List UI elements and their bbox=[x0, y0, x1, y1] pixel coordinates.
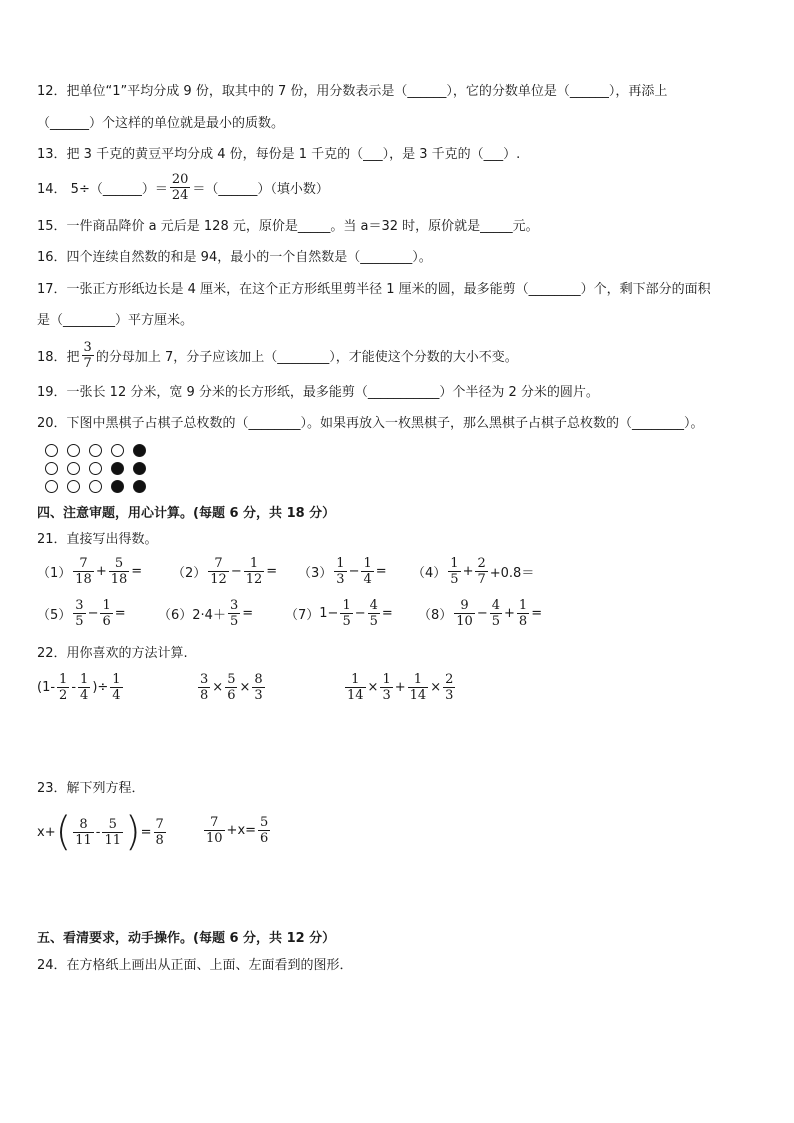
fraction bbox=[517, 598, 529, 629]
fraction bbox=[252, 672, 264, 703]
black-piece bbox=[111, 480, 124, 493]
denominator: 5 bbox=[75, 614, 84, 629]
numerator: 1 bbox=[102, 598, 111, 613]
q18-pre: 18．把 bbox=[37, 350, 80, 365]
numerator: 9 bbox=[460, 598, 469, 613]
eq2-plus-x: +x= bbox=[226, 823, 257, 838]
item-label: （3） bbox=[298, 566, 333, 581]
q23-equation-2 bbox=[202, 815, 272, 846]
numerator: 1 bbox=[336, 556, 345, 571]
denominator: 3 bbox=[254, 688, 263, 703]
denominator: 7 bbox=[477, 572, 486, 587]
fraction bbox=[228, 598, 240, 629]
black-piece bbox=[133, 480, 146, 493]
numerator: 1 bbox=[59, 672, 68, 687]
q18 bbox=[37, 340, 518, 371]
q14-num: 20 bbox=[171, 172, 189, 187]
q21-title: 21．直接写出得数。 bbox=[37, 532, 158, 547]
denominator: 4 bbox=[112, 688, 121, 703]
eq1-equals: = bbox=[140, 824, 152, 840]
denominator: 14 bbox=[347, 688, 364, 703]
numerator: 8 bbox=[254, 672, 263, 687]
fraction bbox=[448, 556, 460, 587]
eq2-frac2 bbox=[258, 815, 270, 846]
white-piece bbox=[89, 444, 102, 457]
left-paren: ( bbox=[55, 809, 72, 855]
numerator: 1 bbox=[518, 598, 528, 613]
operator-text: = bbox=[114, 606, 126, 621]
numerator: 1 bbox=[351, 672, 360, 687]
operator-text: + bbox=[394, 680, 406, 695]
q21-item-7 bbox=[285, 598, 393, 629]
numerator: 3 bbox=[75, 598, 84, 613]
white-piece bbox=[89, 462, 102, 475]
q17-line2: 是（________）平方厘米。 bbox=[37, 313, 194, 328]
fraction bbox=[443, 672, 455, 703]
numerator: 5 bbox=[227, 672, 236, 687]
denominator: 5 bbox=[369, 614, 378, 629]
fraction bbox=[340, 598, 352, 629]
numerator: 1 bbox=[112, 672, 121, 687]
operator-text: = bbox=[531, 606, 543, 621]
q18-num: 3 bbox=[83, 340, 92, 355]
black-piece bbox=[133, 462, 146, 475]
denominator: 3 bbox=[336, 572, 345, 587]
num: 5 bbox=[260, 815, 269, 830]
fraction bbox=[78, 672, 90, 703]
q12-line1: 12．把单位“1”平均分成 9 份，取其中的 7 份，用分数表示是（______），它的分数单位是（______），再添上 bbox=[37, 84, 668, 99]
denominator: 2 bbox=[59, 688, 68, 703]
numerator: 2 bbox=[477, 556, 486, 571]
operator-text: × bbox=[367, 680, 379, 695]
q18-post: 的分母加上 7，分子应该加上（________），才能使这个分数的大小不变。 bbox=[95, 350, 518, 365]
eq1-frac1 bbox=[73, 817, 94, 848]
q22-expression-1 bbox=[37, 672, 125, 703]
fraction bbox=[345, 672, 366, 703]
q12-line2: （______）个这样的单位就是最小的质数。 bbox=[37, 116, 285, 131]
numerator: 1 bbox=[382, 672, 391, 687]
denominator: 8 bbox=[200, 688, 209, 703]
denominator: 4 bbox=[363, 572, 372, 587]
item-label: （6） bbox=[158, 608, 193, 623]
numerator: 1 bbox=[450, 556, 459, 571]
numerator: 2 bbox=[445, 672, 454, 687]
chess-pieces-figure bbox=[45, 444, 155, 494]
denominator: 3 bbox=[382, 688, 391, 703]
item-label: （4） bbox=[412, 566, 447, 581]
operator-text: = bbox=[131, 564, 143, 579]
denominator: 5 bbox=[229, 614, 239, 629]
white-piece bbox=[45, 480, 58, 493]
operator-text: − bbox=[348, 564, 360, 579]
operator-text: (1- bbox=[37, 680, 56, 695]
den: 6 bbox=[260, 831, 269, 846]
q21-item-5 bbox=[37, 598, 126, 629]
num: 7 bbox=[210, 815, 219, 830]
denominator: 4 bbox=[80, 688, 89, 703]
operator-text: − bbox=[476, 606, 488, 621]
fraction bbox=[475, 556, 487, 587]
den: 8 bbox=[155, 832, 164, 848]
item-label: （8） bbox=[418, 608, 453, 623]
operator-text: + bbox=[462, 564, 474, 579]
q21-item-4 bbox=[412, 556, 534, 587]
fraction bbox=[73, 598, 85, 629]
q20: 20．下图中黑棋子占棋子总枚数的（________）。如果再放入一枚黑棋子，那么黑棋子占棋子总枚数的（________）。 bbox=[37, 416, 704, 431]
fraction bbox=[198, 672, 210, 703]
numerator: 3 bbox=[229, 598, 239, 613]
denominator: 5 bbox=[342, 614, 351, 629]
q22-title: 22．用你喜欢的方法计算. bbox=[37, 646, 188, 661]
numerator: 5 bbox=[114, 556, 124, 571]
denominator: 6 bbox=[227, 688, 236, 703]
black-piece bbox=[133, 444, 146, 457]
q21-item-6 bbox=[158, 598, 253, 629]
white-piece bbox=[67, 462, 80, 475]
fraction bbox=[225, 672, 237, 703]
numerator: 7 bbox=[214, 556, 223, 571]
denominator: 5 bbox=[450, 572, 459, 587]
q14-pre: 14． 5÷（______）＝ bbox=[37, 182, 168, 197]
white-piece bbox=[45, 462, 58, 475]
q16: 16．四个连续自然数的和是 94，最小的一个自然数是（________）。 bbox=[37, 250, 432, 265]
white-piece bbox=[89, 480, 102, 493]
fraction bbox=[109, 556, 130, 587]
fraction bbox=[208, 556, 229, 587]
eq2-frac1 bbox=[204, 815, 225, 846]
denominator: 6 bbox=[102, 614, 111, 629]
item-label: （5） bbox=[37, 608, 72, 623]
q21-item-8 bbox=[418, 598, 542, 629]
q17-line1: 17．一张正方形纸边长是 4 厘米，在这个正方形纸里剪半径 1 厘米的圆，最多能剪（________）个，剩下部分的面积 bbox=[37, 282, 711, 297]
fraction bbox=[490, 598, 502, 629]
operator-text: − bbox=[354, 606, 366, 621]
white-piece bbox=[45, 444, 58, 457]
q14-den: 24 bbox=[171, 188, 189, 203]
operator-text: × bbox=[212, 680, 224, 695]
numerator: 7 bbox=[79, 556, 88, 571]
numerator: 1 bbox=[342, 598, 351, 613]
fraction bbox=[380, 672, 392, 703]
denominator: 3 bbox=[445, 688, 454, 703]
q21-item-2 bbox=[172, 556, 277, 587]
fraction bbox=[454, 598, 475, 629]
denominator: 5 bbox=[491, 614, 501, 629]
black-piece bbox=[111, 462, 124, 475]
q13: 13．把 3 千克的黄豆平均分成 4 份，每份是 1 千克的（___），是 3 千克的（___）. bbox=[37, 147, 521, 162]
q14-post: ＝（______）（填小数） bbox=[192, 182, 329, 197]
denominator: 18 bbox=[75, 572, 92, 587]
q15: 15．一件商品降价 a 元后是 128 元，原价是_____。当 a＝32 时，原价就是_____元。 bbox=[37, 219, 539, 234]
white-piece bbox=[67, 480, 80, 493]
operator-text: × bbox=[239, 680, 251, 695]
denominator: 18 bbox=[110, 572, 128, 587]
den: 11 bbox=[75, 832, 92, 848]
fraction bbox=[368, 598, 380, 629]
q19: 19．一张长 12 分米，宽 9 分米的长方形纸，最多能剪（___________）个半径为 2 分米的圆片。 bbox=[37, 385, 599, 400]
eq1-x: x+ bbox=[37, 824, 56, 840]
white-piece bbox=[111, 444, 124, 457]
denominator: 10 bbox=[456, 614, 473, 629]
q18-fraction bbox=[82, 340, 94, 371]
operator-text: + bbox=[504, 606, 515, 621]
q14 bbox=[37, 172, 329, 203]
operator-text: 1− bbox=[319, 606, 339, 621]
denominator: 12 bbox=[210, 572, 227, 587]
white-piece bbox=[67, 444, 80, 457]
q23-title: 23．解下列方程． bbox=[37, 781, 145, 796]
num: 7 bbox=[155, 816, 164, 832]
q22-expression-2 bbox=[196, 672, 267, 703]
fraction bbox=[110, 672, 122, 703]
eq1-frac3 bbox=[154, 817, 166, 848]
den: 10 bbox=[206, 831, 223, 846]
fraction bbox=[73, 556, 94, 587]
q22-expression-3 bbox=[343, 672, 457, 703]
section5-heading: 五、看清要求，动手操作。(每题 6 分，共 12 分） bbox=[37, 931, 336, 946]
item-label: （7） bbox=[285, 608, 320, 623]
numerator: 1 bbox=[80, 672, 89, 687]
item-label: （2） bbox=[172, 566, 207, 581]
denominator: 14 bbox=[409, 688, 427, 703]
operator-text: − bbox=[87, 606, 99, 621]
fraction bbox=[57, 672, 69, 703]
operator-text: = bbox=[242, 606, 254, 621]
den: 11 bbox=[104, 832, 121, 848]
numerator: 1 bbox=[363, 556, 372, 571]
operator-text: - bbox=[71, 680, 77, 695]
fraction bbox=[361, 556, 373, 587]
fraction bbox=[408, 672, 429, 703]
q24: 24．在方格纸上画出从正面、上面、左面看到的图形． bbox=[37, 958, 353, 973]
q18-den: 7 bbox=[83, 356, 92, 371]
operator-text: )÷ bbox=[92, 680, 109, 695]
fraction bbox=[100, 598, 112, 629]
q21-item-3 bbox=[298, 556, 387, 587]
operator-text: = bbox=[266, 564, 278, 579]
fraction bbox=[334, 556, 346, 587]
numerator: 1 bbox=[249, 556, 259, 571]
fraction bbox=[244, 556, 265, 587]
q14-fraction bbox=[170, 172, 191, 203]
numerator: 4 bbox=[491, 598, 501, 613]
operator-text: − bbox=[230, 564, 242, 579]
operator-text: = bbox=[375, 564, 387, 579]
right-paren: ) bbox=[125, 809, 141, 855]
denominator: 12 bbox=[245, 572, 263, 587]
item-label: （1） bbox=[37, 566, 72, 581]
operator-text: × bbox=[430, 680, 442, 695]
q23-equation-1 bbox=[37, 809, 168, 855]
num: 8 bbox=[79, 816, 88, 832]
operator-text: = bbox=[381, 606, 393, 621]
eq1-frac2 bbox=[102, 817, 123, 848]
operator-text: + bbox=[95, 564, 107, 579]
eq1-minus: - bbox=[95, 824, 101, 840]
numerator: 4 bbox=[369, 598, 378, 613]
denominator: 8 bbox=[518, 614, 528, 629]
operator-text: 2·4＋ bbox=[192, 608, 226, 623]
section4-heading: 四、注意审题，用心计算。(每题 6 分，共 18 分） bbox=[37, 506, 336, 521]
numerator: 1 bbox=[413, 672, 423, 687]
numerator: 3 bbox=[200, 672, 209, 687]
num: 5 bbox=[108, 816, 117, 832]
q21-item-1 bbox=[37, 556, 142, 587]
operator-text: +0.8＝ bbox=[489, 566, 535, 581]
